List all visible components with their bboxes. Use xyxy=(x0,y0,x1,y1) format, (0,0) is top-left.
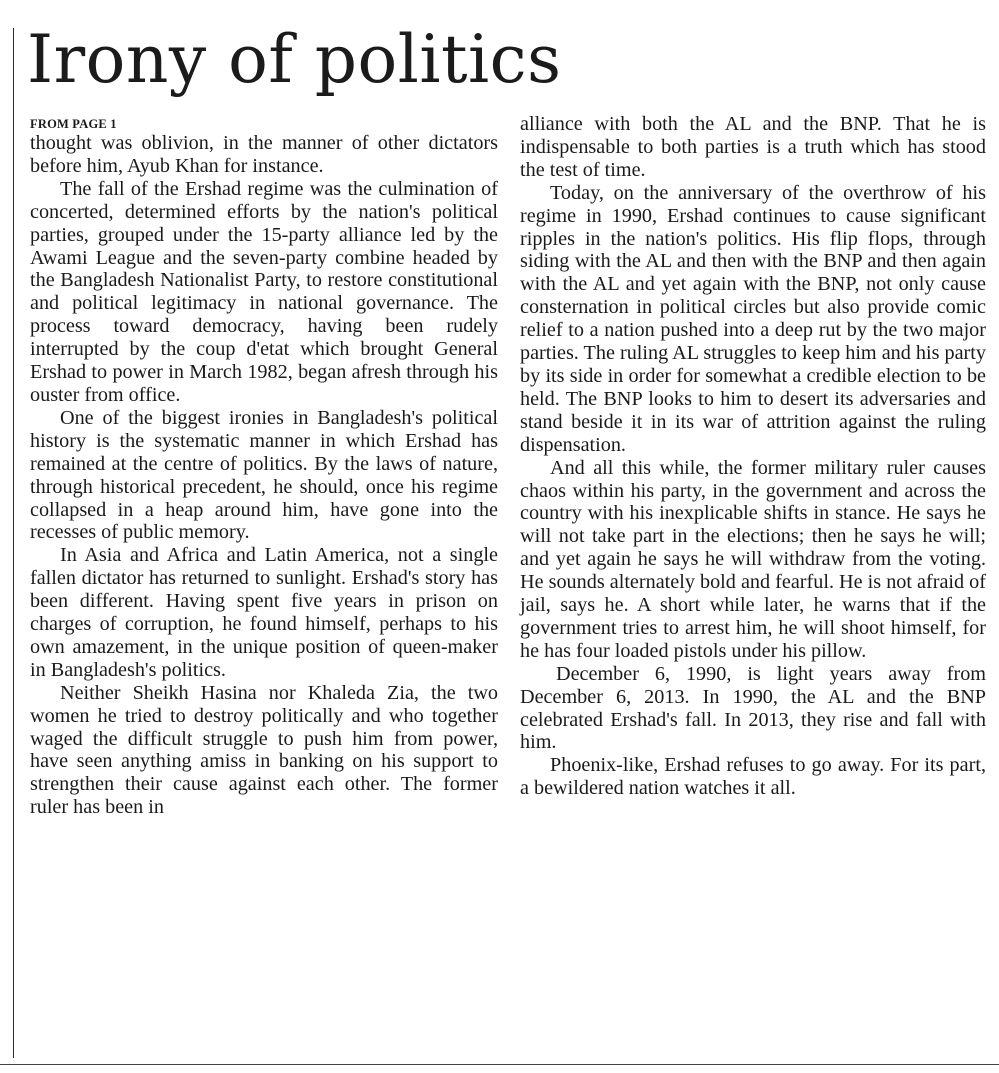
headline: Irony of politics xyxy=(27,21,562,98)
paragraph: December 6, 1990, is light years away from December 6, 2013. In 1990, the AL and the BNP celebrated Ershad's fall. In 2013, they rise and fall with him. xyxy=(520,662,986,754)
kicker-from-page: FROM PAGE 1 xyxy=(30,117,117,131)
paragraph: The fall of the Ershad regime was the culmination of concerted, determined efforts by the nation's political parties, grouped under the 15-party alliance led by the Awami League and the seven-party combine headed by the Bangladesh Nationalist Party, to restore constitutional and political legitimacy in national governance. The process toward democracy, having been rudely interrupted by the coup d'etat which brought General Ershad to power in March 1982, began afresh through his ouster from office. xyxy=(30,177,498,406)
paragraph: Today, on the anniversary of the overthrow of his regime in 1990, Ershad continues to cause significant ripples in the nation's politics. His flip flops, through siding with the AL and then with the BNP and then again with the AL and yet again with the BNP, not only cause consternation in political circles but also provide comic relief to a nation pushed into a deep rut by the two major parties. The ruling AL struggles to keep him and his party by its side in order for somewhat a credible election to be held. The BNP looks to him to desert its adversaries and stand beside it in its war of attrition against the ruling dispensation. xyxy=(520,181,986,456)
paragraph: And all this while, the former military ruler causes chaos within his party, in the government and across the country with his inexplicable shifts in stance. He says he will not take part in the elections; then he says he will; and yet again he says he will withdraw from the voting. He sounds alternately bold and fearful. He is not afraid of jail, says he. A short while later, he warns that if the government tries to arrest him, he will shoot himself, for he has four loaded pistols under his pillow. xyxy=(520,456,986,662)
article-column-right xyxy=(520,113,986,800)
paragraph: thought was oblivion, in the manner of other dictators before him, Ayub Khan for instance. xyxy=(30,132,498,177)
column-rule-left xyxy=(13,28,14,1058)
paragraph: alliance with both the AL and the BNP. That he is indispensable to both parties is a truth which has stood the test of time. xyxy=(520,113,986,181)
article-column-left xyxy=(30,113,498,819)
paragraph: Phoenix-like, Ershad refuses to go away. For its part, a bewildered nation watches it all. xyxy=(520,754,986,800)
bottom-rule xyxy=(0,1064,999,1065)
paragraph: Neither Sheikh Hasina nor Khaleda Zia, the two women he tried to destroy politically and who together waged the difficult struggle to push him from power, have seen anything amiss in banking on his support to strengthen their cause against each other. The former ruler has been in xyxy=(30,681,498,819)
paragraph: One of the biggest ironies in Bangladesh's political history is the systematic manner in which Ershad has remained at the centre of politics. By the laws of nature, through historical precedent, he should, once his regime collapsed in a heap around him, have gone into the recesses of public memory. xyxy=(30,406,498,544)
paragraph: In Asia and Africa and Latin America, not a single fallen dictator has returned to sunlight. Ershad's story has been different. Having spent five years in prison on charges of corruption, he found himself, perhaps to his own amazement, in the unique position of queen-maker in Bangladesh's politics. xyxy=(30,544,498,681)
